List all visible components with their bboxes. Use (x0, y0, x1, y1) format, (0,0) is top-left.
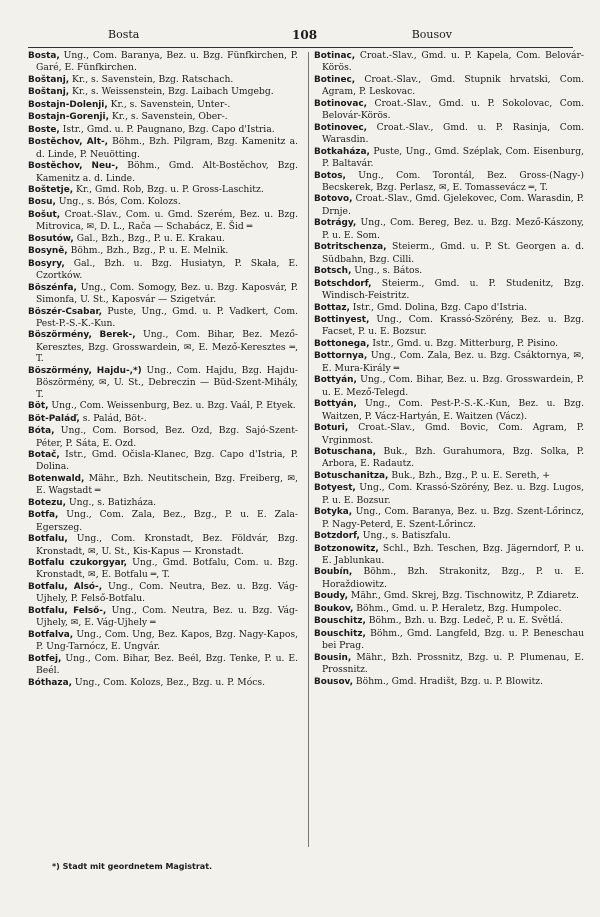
entry-name: Boste, (28, 124, 60, 135)
entry-text: Istr., Gmd. u. P. Paugnano, Bzg. Capo d'Istria. (62, 123, 275, 135)
entry-name: Botyest, (314, 483, 356, 494)
entry-name: Boudy, (314, 591, 348, 602)
entry-text: s. Palád, Böt-. (82, 412, 147, 424)
entry-name: Botyka, (314, 507, 353, 518)
entry-name: Bottyán, (314, 399, 357, 410)
gazetteer-entry (28, 533, 298, 557)
entry-text: Ung., s. Batizháza. (68, 496, 157, 508)
entry-text: Croat.-Slav., Gmd. Stupnik hrvatski, Com. Agram, P. Leskovac. (322, 73, 584, 98)
entry-text: Ung., Com. Torontál, Bez. Gross-(Nagy-) Becskerek, Bzg. Perlasz, ✉, E. Tomassevácz ═, T. (322, 169, 585, 193)
entry-text: Istr., Gmd. Dolina, Bzg. Capo d'Istria. (352, 301, 528, 313)
entry-name: Botuschana, (314, 446, 376, 457)
gazetteer-entry (28, 365, 298, 400)
gazetteer-entry (28, 124, 298, 136)
entry-name: Botfalu, Felső-, (28, 605, 107, 616)
gazetteer-entry (314, 482, 584, 506)
gazetteer-entry (28, 509, 298, 533)
entry-name: Bottyán, (314, 375, 357, 386)
entry-name: Bostajn-Dolenji, (28, 99, 108, 110)
entry-name: Boturi, (314, 423, 349, 434)
gazetteer-entry (314, 217, 584, 241)
gazetteer-entry (314, 193, 584, 217)
gazetteer-entry (28, 258, 298, 282)
entry-name: Boštanj, (28, 87, 70, 98)
entry-name: Böszér-Csabar, (28, 306, 102, 317)
entry-text: Ung., Com. Bihar, Bez. Beél, Bzg. Tenke, P. u. E. Beél. (36, 652, 298, 677)
entry-name: Bostěchov, Neu-, (28, 161, 119, 172)
entry-name: Botzonowitz, (314, 543, 379, 554)
entry-text: Ung., Com. Bereg, Bez. u. Bzg. Mező-Kászony, P. u. E. Som. (322, 217, 585, 241)
entry-text: Ung., s. Bátos. (354, 265, 423, 277)
gazetteer-entry (28, 605, 298, 629)
entry-text: Ung., Com. Krassó-Szörény, Bez. u. Bzg. Lugos, P. u. E. Bozsur. (322, 482, 584, 506)
gazetteer-entry (28, 233, 298, 245)
gazetteer-entry (314, 398, 584, 422)
entry-name: Bošut, (28, 209, 61, 220)
entry-text: Ung., Com. Kronstadt, Bez. Földvár, Bzg. Kronstadt, ✉, U. St., Kis-Kapus — Kronstadt. (36, 533, 299, 557)
entry-name: Bosutów, (28, 233, 74, 244)
entry-text: Böhm., Bzh. Strakonitz, Bzg., P. u. E. Horaždiowitz. (322, 566, 584, 590)
gazetteer-entry (314, 530, 584, 542)
entry-text: Croat.-Slav., Gmd. u. P. Sokolovac, Com. Belovár-Körös. (322, 97, 584, 122)
entry-name: Botos, (314, 170, 346, 181)
gazetteer-entry (314, 374, 584, 398)
column-divider (308, 52, 309, 847)
gazetteer-entry (314, 302, 584, 314)
entry-name: Botinovec, (314, 122, 367, 133)
entry-text: Kr., s. Savenstein, Bzg. Ratschach. (72, 73, 234, 85)
entry-text: Ung., Com. Baranya, Bez. u. Bzg. Szent-Lőrincz, P. Nagy-Peterd, E. Szent-Lőrincz. (322, 506, 584, 530)
entry-name: Boštanj, (28, 74, 70, 85)
entry-text: Steierm., Gmd. u. P. Studenitz, Bzg. Windisch-Feistritz. (322, 277, 585, 302)
entry-text: Croat.-Slav., Gmd. Bovic, Com. Agram, P. Vrginmost. (322, 422, 585, 446)
gazetteer-entry (314, 603, 584, 615)
gazetteer-entry (28, 245, 298, 257)
gazetteer-entry (28, 557, 298, 581)
entry-name: Bostěchov, Alt-, (28, 137, 109, 148)
gazetteer-entry (314, 470, 584, 482)
gazetteer-entry (28, 329, 298, 364)
entry-text: Ung., Com. Ung, Bez. Kapos, Bzg. Nagy-Kapos, P. Ung-Tarnócz, E. Ungvár. (36, 628, 299, 653)
entry-text: Böhm., Bzh. Pilgram, Bzg. Kamenitz a. d. Linde, P. Neuötting. (36, 136, 299, 160)
entry-text: Ung., Com. Baranya, Bez. u. Bzg. Fünfkirchen, P. Garé, E. Fünfkirchen. (36, 50, 299, 74)
entry-text: Ung., Com. Bihar, Bez. Mező-Keresztes, Bzg. Grosswardein, ✉, E. Mező-Keresztes ═, T. (36, 329, 298, 365)
entry-text: Mähr., Bzh. Prossnitz, Bzg. u. P. Plumenau, E. Prossnitz. (322, 651, 584, 676)
entry-text: Ung., Com. Pest-P.-S.-K.-Kun, Bez. u. Bzg. Waitzen, P. Vácz-Hartyán, E. Waitzen (Vácz). (322, 398, 585, 422)
gazetteer-entry (28, 449, 298, 473)
gazetteer-entry (28, 581, 298, 605)
gazetteer-entry (28, 160, 298, 184)
entry-text: Böhm., Bzh. u. Bzg. Ledeč, P. u. E. Světlá. (368, 615, 564, 627)
gazetteer-entry (314, 338, 584, 350)
entry-text: Ung., Com. Hajdu, Bzg. Hajdu-Böszörmény, ✉, U. St., Debreczin — Büd-Szent-Mihály, T. (36, 364, 299, 400)
entry-text: Gal., Bzh. u. Bzg. Husiatyn, P. Skała, E. Czortków. (36, 257, 299, 282)
entry-name: Botkaháza, (314, 146, 370, 157)
gazetteer-entry (28, 473, 298, 497)
entry-text: Kr., s. Weissenstein, Bzg. Laibach Umgebg. (72, 86, 274, 98)
entry-text: Kr., s. Savenstein, Unter-. (110, 98, 231, 110)
entry-name: Bottornya, (314, 351, 368, 362)
entry-text: Ung., s. Bós, Com. Kolozs. (58, 196, 181, 208)
entry-text: Gal., Bzh., Bzg., P. u. E. Krakau. (76, 232, 225, 244)
gazetteer-entry (28, 136, 298, 160)
gazetteer-entry (314, 74, 584, 98)
entry-name: Botritschenza, (314, 242, 387, 253)
header-first-entry: Bosta (108, 28, 140, 41)
entry-text: Ung., Com. Kolozs, Bez., Bzg. u. P. Mócs. (74, 676, 266, 688)
entry-text: Ung., Com. Bihar, Bez. u. Bzg. Grosswardein, P. u. E. Mező-Telegd. (322, 374, 584, 398)
entry-name: Bottonega, (314, 338, 370, 349)
entry-name: Bostajn-Gorenji, (28, 112, 109, 123)
entry-text: Mähr., Gmd. Skrej, Bzg. Tischnowitz, P. Zdiaretz. (350, 590, 579, 602)
entry-name: Bosyry, (28, 258, 65, 269)
entry-name: Botenwald, (28, 473, 85, 484)
gazetteer-entry (28, 184, 298, 196)
entry-text: Ung., Gmd. Botfalu, Com. u. Bzg. Kronstadt, ✉, E. Botfalu ═, T. (36, 557, 298, 581)
gazetteer-entry (28, 677, 298, 689)
entry-text: Böhm., Gmd. Hradišt, Bzg. u. P. Blowitz. (355, 675, 544, 687)
entry-name: Botfalva, (28, 629, 74, 640)
entry-name: Botfalu, (28, 534, 68, 545)
entry-name: Botovo, (314, 194, 353, 205)
entry-text: Böhm., Gmd. u. P. Heraletz, Bzg. Humpolec. (356, 602, 562, 614)
entry-name: Botinec, (314, 74, 356, 85)
gazetteer-entry (28, 86, 298, 98)
entry-text: Ung., Com. Zala, Bez., Bzg., P. u. E. Zala-Egerszeg. (36, 509, 299, 533)
gazetteer-entry (28, 413, 298, 425)
gazetteer-entry (314, 422, 584, 446)
footnote: *) Stadt mit geordnetem Magistrat. (52, 862, 213, 871)
entry-name: Böszénfa, (28, 282, 77, 293)
entry-name: Boukov, (314, 603, 354, 614)
entry-name: Botfalu czukorgyar, (28, 558, 128, 569)
entry-text: Ung., Com. Neutra, Bez. u. Bzg. Vág-Ujhely, ✉, E. Vág-Ujhely ═ (36, 604, 298, 629)
gazetteer-entry (314, 350, 584, 374)
page-header (28, 27, 572, 43)
entry-name: Botinovac, (314, 98, 367, 109)
entry-text: Ung., Com. Zala, Bez. u. Bzg. Csáktornya, ✉, E. Mura-Király ═ (322, 350, 584, 374)
entry-text: Ung., Com. Neutra, Bez. u. Bzg. Vág-Ujhely, P. Felső-Botfalu. (36, 580, 299, 605)
entry-name: Boubín, (314, 567, 353, 578)
gazetteer-entry (28, 74, 298, 86)
entry-name: Bousin, (314, 652, 352, 663)
gazetteer-entry (314, 566, 584, 590)
gazetteer-entry (28, 400, 298, 412)
entry-text: Buk., Bzh., Bzg., P. u. E. Sereth, + (391, 469, 551, 481)
entry-text: Puste, Ung., Gmd. Széplak, Com. Eisenburg, P. Baltavár. (322, 145, 584, 170)
entry-name: Bouschitz, (314, 628, 366, 639)
entry-name: Botinac, (314, 51, 356, 61)
entry-text: Croat.-Slav., Gmd. u. P. Kapela, Com. Belovár-Körös. (322, 50, 585, 74)
entry-name: Bosta, (28, 51, 60, 61)
entry-name: Botfa, (28, 510, 59, 521)
entry-name: Bóta, (28, 426, 55, 437)
gazetteer-entry (28, 425, 298, 449)
gazetteer-entry (314, 122, 584, 146)
entry-text: Istr., Gmd. u. Bzg. Mitterburg, P. Pisino. (372, 337, 559, 349)
entry-name: Bouschitz, (314, 616, 366, 627)
entry-name: Bóthaza, (28, 677, 72, 688)
entry-text: Böhm., Bzh., Bzg., P. u. E. Melnik. (70, 245, 229, 257)
gazetteer-entry (28, 99, 298, 111)
entry-name: Botuschanitza, (314, 470, 389, 481)
gazetteer-entry (28, 111, 298, 123)
entry-text: Steierm., Gmd. u. P. St. Georgen a. d. Südbahn, Bzg. Cilli. (322, 241, 585, 265)
gazetteer-entry (28, 282, 298, 306)
entry-name: Botfej, (28, 653, 62, 664)
entry-text: Schl., Bzh. Teschen, Bzg. Jägerndorf, P. u. E. Jablunkau. (322, 542, 585, 567)
entry-text: Istr., Gmd. Očisla-Klanec, Bzg. Capo d'Istria, P. Dolina. (36, 448, 298, 473)
entry-name: Botač, (28, 449, 60, 460)
entry-name: Botsch, (314, 266, 352, 277)
entry-name: Botfalu, Alsó-, (28, 581, 103, 592)
entry-name: Botrágy, (314, 218, 357, 229)
entry-text: Ung., s. Batiszfalu. (362, 530, 451, 542)
right-column (314, 50, 584, 688)
header-last-entry: Bousov (411, 28, 452, 41)
entry-name: Böszörmény, Berek-, (28, 330, 136, 341)
entry-name: Bousov, (314, 676, 353, 687)
gazetteer-entry (28, 629, 298, 653)
entry-text: Ung., Com. Weissenburg, Bez. u. Bzg. Vaál, P. Etyek. (51, 400, 296, 412)
entry-name: Böszörmény, Hajdu-,*) (28, 365, 142, 376)
gazetteer-entry (314, 506, 584, 530)
entry-text: Böhm., Gmd. Alt-Bostěchov, Bzg. Kamenitz a. d. Linde. (36, 160, 298, 184)
gazetteer-entry (28, 306, 298, 330)
entry-text: Croat.-Slav., Gmd. Gjelekovec, Com. Warasdin, P. Drnje. (322, 193, 585, 217)
entry-text: Buk., Bzh. Gurahumora, Bzg. Solka, P. Arbora, E. Radautz. (322, 445, 584, 470)
gazetteer-entry (28, 50, 298, 74)
gazetteer-entry (28, 653, 298, 677)
entry-name: Botzdorf, (314, 531, 360, 542)
entry-name: Böt-Paláď, (28, 413, 80, 424)
entry-text: Ung., Com. Krassó-Szörény, Bez. u. Bzg. Facset, P. u. E. Bozsur. (322, 313, 584, 338)
entry-name: Böt, (28, 401, 49, 412)
entry-text: Ung., Com. Borsod, Bez. Ozd, Bzg. Sajó-Szent-Péter, P. Sáta, E. Ozd. (36, 425, 298, 449)
gazetteer-entry (314, 314, 584, 338)
gazetteer-entry (314, 265, 584, 277)
entry-name: Boštetje, (28, 184, 74, 195)
entry-text: Ung., Com. Somogy, Bez. u. Bzg. Kaposvár, P. Simonfa, U. St., Kaposvár — Szigetvár. (36, 281, 298, 306)
entry-name: Bosyně, (28, 246, 68, 257)
gazetteer-entry (314, 543, 584, 567)
gazetteer-entry (314, 146, 584, 170)
left-column (28, 50, 298, 689)
entry-name: Botezu, (28, 497, 66, 508)
entry-name: Bottaz, (314, 302, 350, 313)
header-rule (28, 47, 573, 48)
gazetteer-entry (314, 628, 584, 652)
entry-text: Puste, Ung., Gmd. u. P. Vadkert, Com. Pest-P.-S.-K.-Kun. (36, 305, 298, 329)
gazetteer-entry (314, 615, 584, 627)
page-number: 108 (292, 28, 318, 42)
gazetteer-entry (314, 98, 584, 122)
gazetteer-entry (314, 170, 584, 194)
entry-name: Bottinyest, (314, 314, 370, 325)
gazetteer-entry (314, 676, 584, 688)
gazetteer-entry (28, 196, 298, 208)
gazetteer-entry (314, 278, 584, 302)
entry-text: Böhm., Gmd. Langfeld, Bzg. u. P. Beneschau bei Prag. (322, 627, 584, 652)
gazetteer-entry (314, 652, 584, 676)
entry-text: Croat.-Slav., Com. u. Gmd. Szerém, Bez. u. Bzg. Mitrovica, ✉, D. L., Rača — Schabácz, E. Šid ═ (36, 208, 299, 233)
gazetteer-entry (28, 209, 298, 233)
gazetteer-entry (314, 241, 584, 265)
entry-text: Kr., s. Savenstein, Ober-. (111, 111, 228, 123)
entry-text: Croat.-Slav., Gmd. u. P. Rasinja, Com. Warasdin. (322, 121, 584, 146)
gazetteer-entry (314, 50, 584, 74)
gazetteer-entry (314, 446, 584, 470)
entry-text: Mähr., Bzh. Neutitschein, Bzg. Freiberg, ✉, E. Wagstadt ═ (36, 472, 298, 497)
entry-name: Botschdorf, (314, 278, 372, 289)
gazetteer-entry (314, 590, 584, 602)
entry-name: Bosu, (28, 197, 56, 208)
entry-text: Kr., Gmd. Rob, Bzg. u. P. Gross-Laschitz. (76, 183, 264, 195)
gazetteer-entry (28, 497, 298, 509)
